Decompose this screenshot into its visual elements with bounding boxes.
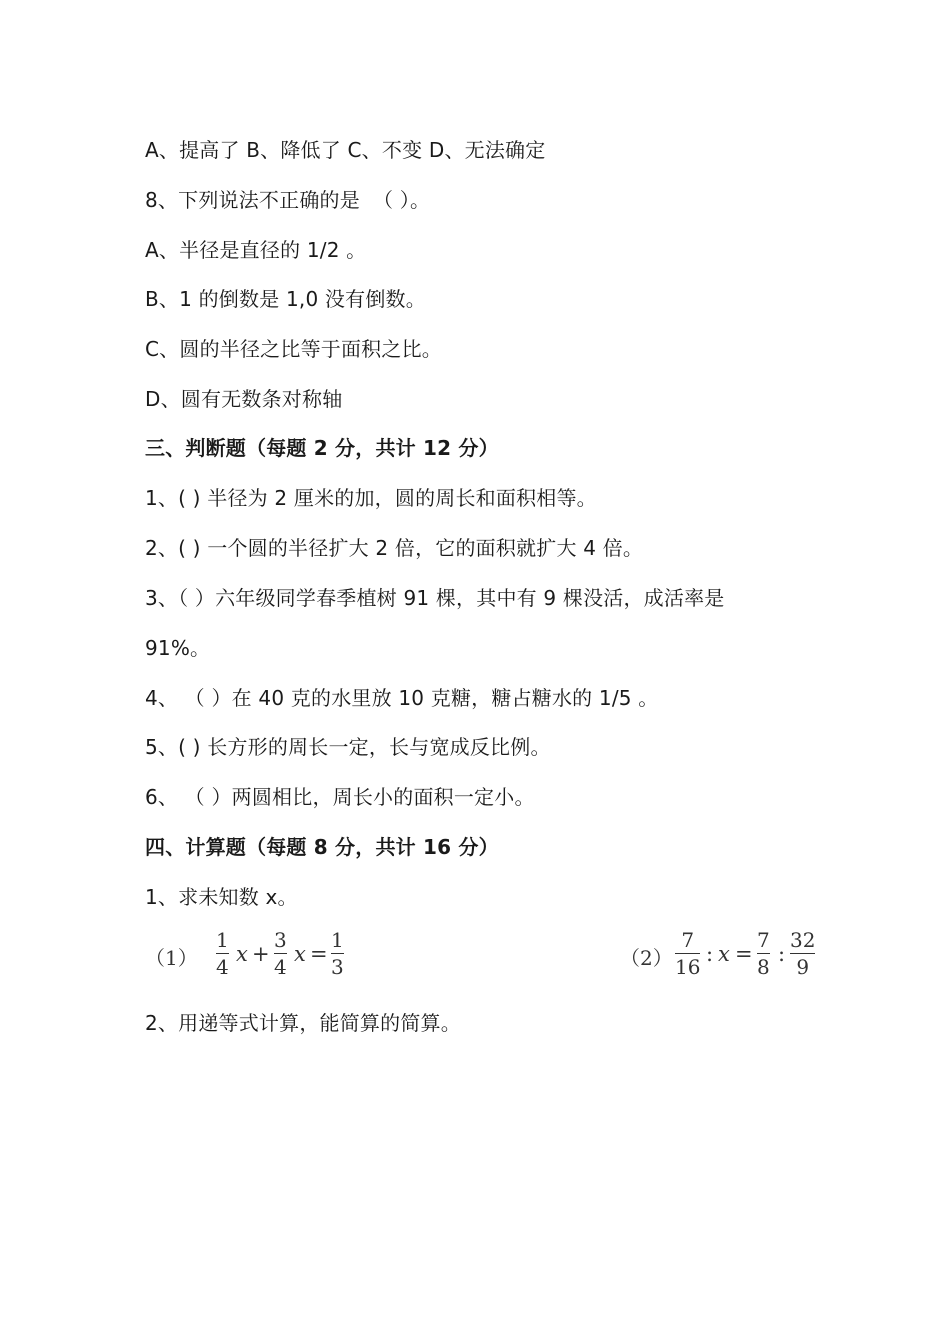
denominator: 16 [675, 955, 701, 979]
denominator: 4 [274, 955, 287, 979]
numerator: 1 [331, 928, 344, 952]
plus-sign: + [252, 942, 270, 966]
fraction-bar [675, 953, 700, 954]
option-line-q7: A、提高了 B、降低了 C、不变 D、无法确定 [145, 138, 546, 162]
fraction [790, 929, 815, 978]
variable-x: x [718, 942, 730, 966]
q8-option-b: B、1 的倒数是 1,0 没有倒数。 [145, 287, 426, 311]
q8-option-d: D、圆有无数条对称轴 [145, 387, 343, 411]
q8-option-c: C、圆的半径之比等于面积之比。 [145, 337, 442, 361]
numerator: 32 [790, 928, 816, 952]
equals-sign: = [735, 942, 753, 966]
section-3-heading: 三、判断题（每题 2 分，共计 12 分） [145, 436, 499, 460]
section-4-heading: 四、计算题（每题 8 分，共计 16 分） [145, 835, 499, 859]
ratio-colon: : [706, 942, 714, 966]
equals-sign: = [310, 942, 328, 966]
fraction-bar [274, 953, 287, 954]
judge-item-1: 1、( ) 半径为 2 厘米的加，圆的周长和面积相等。 [145, 486, 597, 510]
equation-1-label: （1） [145, 946, 198, 970]
fraction-bar [790, 953, 815, 954]
fraction [274, 929, 287, 978]
equation-2-label: （2） [620, 946, 673, 970]
fraction-bar [757, 953, 770, 954]
fraction [675, 929, 700, 978]
q8-option-a: A、半径是直径的 1/2 。 [145, 238, 367, 262]
denominator: 3 [331, 955, 344, 979]
variable-x: x [294, 942, 306, 966]
denominator: 9 [796, 955, 810, 979]
fraction [216, 929, 229, 978]
judge-item-5: 5、( ) 长方形的周长一定，长与宽成反比例。 [145, 735, 551, 759]
fraction-bar [331, 953, 344, 954]
variable-x: x [236, 942, 248, 966]
numerator: 3 [274, 928, 287, 952]
judge-item-6: 6、 （ ）两圆相比，周长小的面积一定小。 [145, 785, 535, 809]
judge-item-4: 4、 （ ）在 40 克的水里放 10 克糖，糖占糖水的 1/5 。 [145, 686, 659, 710]
denominator: 8 [757, 955, 770, 979]
judge-item-3-cont: 91%。 [145, 636, 211, 660]
fraction [331, 929, 344, 978]
numerator: 7 [681, 928, 695, 952]
question-8: 8、下列说法不正确的是 （ ）。 [145, 188, 431, 212]
fraction-bar [216, 953, 229, 954]
fraction [757, 929, 770, 978]
judge-item-3: 3、（ ）六年级同学春季植树 91 棵，其中有 9 棵没活，成活率是 [145, 586, 725, 610]
calc-item-1: 1、求未知数 x。 [145, 885, 298, 909]
numerator: 7 [757, 928, 770, 952]
judge-item-2: 2、( ) 一个圆的半径扩大 2 倍，它的面积就扩大 4 倍。 [145, 536, 644, 560]
numerator: 1 [216, 928, 229, 952]
calc-item-2: 2、用递等式计算，能简算的简算。 [145, 1011, 461, 1035]
denominator: 4 [216, 955, 229, 979]
ratio-colon: : [778, 942, 786, 966]
